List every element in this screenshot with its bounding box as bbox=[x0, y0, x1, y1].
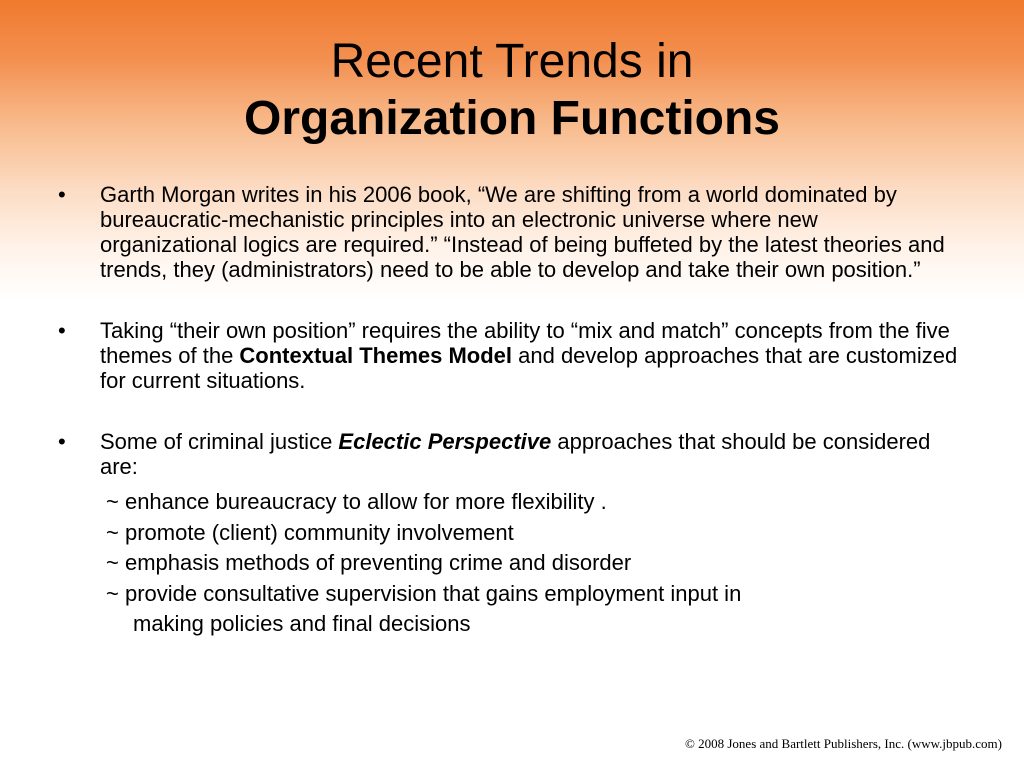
sub-item-supervision-continued: making policies and final decisions bbox=[133, 611, 471, 636]
bullet-marker: • bbox=[58, 318, 66, 343]
bullet-item-morgan-quote bbox=[58, 182, 958, 282]
sub-item-supervision: ~ provide consultative supervision that gains employment input in bbox=[106, 580, 742, 606]
bullet-list bbox=[58, 182, 958, 640]
sub-item-community: ~ promote (client) community involvement bbox=[106, 519, 514, 545]
title-line-2: Organization Functions bbox=[244, 92, 780, 145]
bullet-emphasis-contextual-themes-model: Contextual Themes Model bbox=[239, 343, 513, 368]
approach-sub-list bbox=[100, 487, 958, 640]
bullet-marker: • bbox=[58, 182, 66, 207]
bullet-text-end: and develop approaches that are customized for current situations. bbox=[100, 343, 958, 393]
bullet-text-start: Taking “their own position” requires the ability to “mix and match” concepts from the five themes of the bbox=[100, 318, 950, 368]
bullet-text-start: Some of criminal justice bbox=[100, 429, 339, 454]
bullet-text: Garth Morgan writes in his 2006 book, “We are shifting from a world dominated by bureaucratic-mechanistic principles into an electronic universe where new organizational logics are required.” “Instead of being buffeted by the latest theories and trends, they (administrators) need to be able to develop and take their own position.” bbox=[100, 182, 945, 282]
slide-title bbox=[0, 34, 1024, 148]
bullet-emphasis-eclectic-perspective: Eclectic Perspective bbox=[338, 429, 552, 454]
bullet-marker: • bbox=[58, 429, 66, 454]
title-line-1: Recent Trends in bbox=[330, 35, 694, 88]
bullet-item-eclectic-perspective bbox=[58, 429, 958, 640]
bullet-item-own-position bbox=[58, 318, 958, 393]
bullet-text-end: approaches that should be considered are: bbox=[100, 429, 931, 479]
copyright-notice: © 2008 Jones and Bartlett Publishers, Inc. (www.jbpub.com) bbox=[684, 736, 1002, 751]
sub-item-bureaucracy: ~ enhance bureaucracy to allow for more flexibility . bbox=[106, 489, 607, 514]
sub-item-prevention: ~ emphasis methods of preventing crime and disorder bbox=[106, 550, 632, 575]
